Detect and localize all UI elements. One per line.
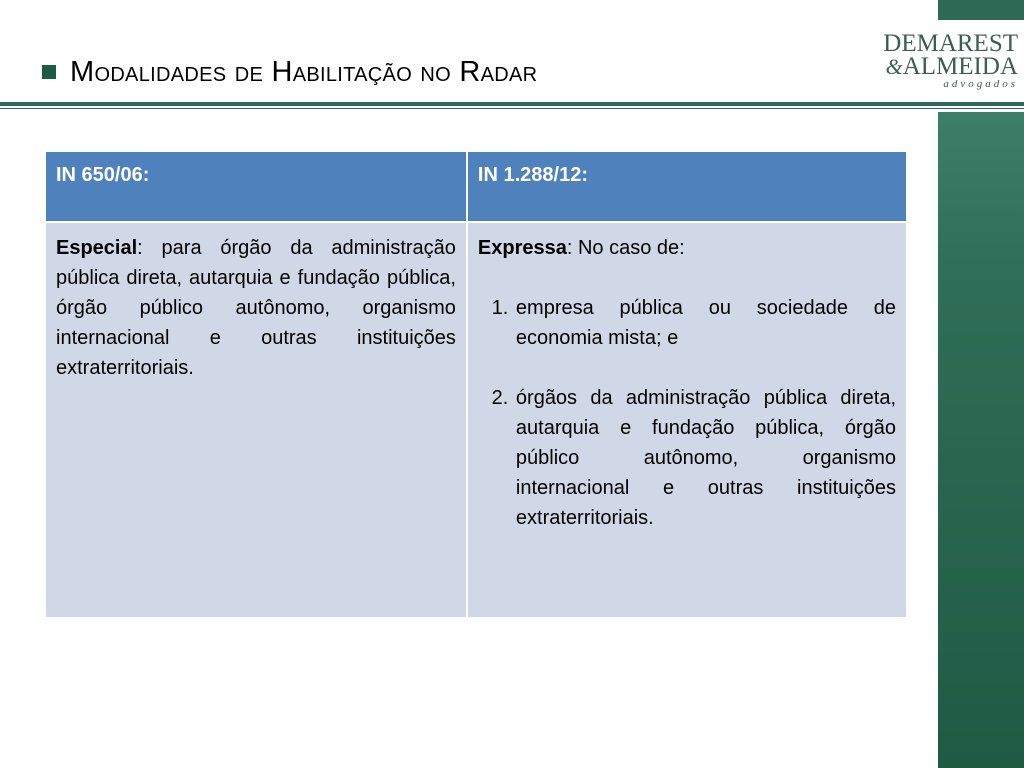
title-divider-thick (0, 102, 1024, 106)
list-item: 1. empresa pública ou sociedade de economia mista; e (514, 293, 896, 353)
title-row (42, 52, 537, 92)
cell-especial (45, 222, 467, 618)
list-item: 2. órgãos da administração pública direta, autarquia e fundação pública, órgão público autônomo, organismo internacional e outras instituições extraterritoriais. (514, 383, 896, 533)
page-title: Modalidades de Habilitação no Radar (70, 55, 538, 88)
side-band-top (938, 0, 1024, 20)
company-logo (868, 32, 1018, 96)
side-decorative-band (938, 0, 1024, 768)
expressa-list (478, 293, 896, 533)
logo-ampersand: & (885, 54, 903, 79)
title-divider-thin (0, 108, 1024, 109)
table-row (45, 222, 907, 618)
table-header-row (45, 151, 907, 222)
term-expressa: Expressa (477, 237, 567, 259)
square-bullet-icon (42, 65, 56, 79)
comparison-table (44, 150, 908, 619)
header-in-650: IN 650/06: (45, 151, 467, 222)
cell-expressa (467, 222, 907, 618)
logo-line-1: DEMAREST (883, 30, 1018, 57)
term-especial: Especial (56, 237, 138, 259)
logo-tagline: advogados (943, 78, 1018, 90)
logo-line-2 (868, 53, 1018, 80)
expressa-intro-text: : No caso de: (566, 237, 685, 259)
especial-description: : para órgão da administração pública direta, autarquia e fundação pública, órgão público autônomo, organismo internacional e outras instituições extraterritoriais. (56, 237, 456, 379)
header-in-1288: IN 1.288/12: (467, 151, 907, 222)
logo-name: ALMEIDA (902, 53, 1018, 80)
expressa-intro (478, 233, 896, 263)
